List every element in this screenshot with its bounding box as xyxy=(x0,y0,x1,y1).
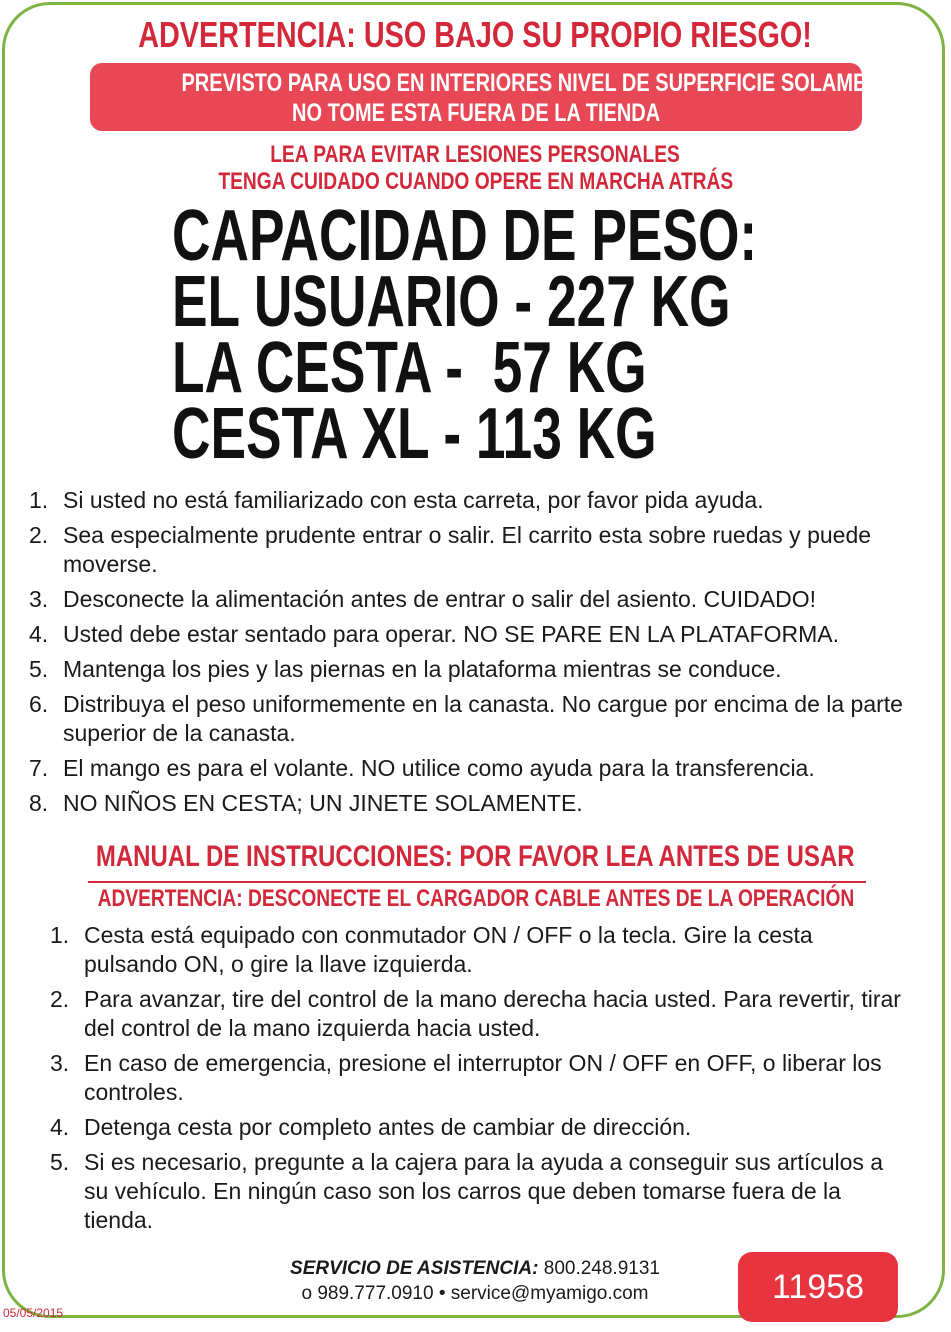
manual-subtitle: ADVERTENCIA: DESCONECTE EL CARGADOR CABLE ANTES DE LA OPERACIÓN xyxy=(97,885,854,912)
list-item-number: 3. xyxy=(29,586,49,612)
capacity-xl-basket: CESTA XL - 113 KG xyxy=(172,394,657,474)
list-item xyxy=(29,521,933,579)
list-item-text: Cesta está equipado con conmutador ON / OFF o la tecla. Gire la cesta pulsando ON, o gire la llave izquierda. xyxy=(84,922,813,977)
weight-capacity xyxy=(172,196,951,474)
list-item-text: Usted debe estar sentado para operar. NO SE PARE EN LA PLATAFORMA. xyxy=(63,621,839,647)
service-email: service@myamigo.com xyxy=(450,1283,649,1304)
list-item xyxy=(50,1049,904,1107)
list-item xyxy=(50,921,904,979)
list-item-number: 1. xyxy=(50,922,70,948)
list-item-number: 4. xyxy=(29,621,49,647)
list-item-text: Sea especialmente prudente entrar o salir. El carrito esta sobre ruedas y puede moverse. xyxy=(63,522,872,577)
list-item xyxy=(29,620,933,649)
list-item-number: 2. xyxy=(50,986,70,1012)
list-item-text: Distribuya el peso uniformemente en la canasta. No cargue por encima de la parte superior de la canasta. xyxy=(63,691,903,746)
safety-rules-list xyxy=(29,486,933,824)
banner-line-2: NO TOME ESTA FUERA DE LA TIENDA xyxy=(291,99,661,127)
list-item-text: Si es necesario, pregunte a la cajera para la ayuda a conseguir sus artículos a su vehículo. En ningún caso son los carros que deben tomarse fuera de la tienda. xyxy=(84,1149,884,1233)
indoor-use-banner xyxy=(90,63,914,131)
list-item-text: El mango es para el volante. NO utilice como ayuda para la transferencia. xyxy=(63,755,815,781)
list-item-text: Mantenga los pies y las piernas en la plataforma mientras se conduce. xyxy=(63,656,782,682)
list-item xyxy=(50,985,904,1043)
service-phone-2: o 989.777.0910 xyxy=(301,1283,434,1304)
list-item-number: 5. xyxy=(50,1149,70,1175)
list-item-number: 6. xyxy=(29,691,49,717)
separator-bullet: • xyxy=(438,1283,446,1304)
list-item-number: 7. xyxy=(29,755,49,781)
list-item-number: 4. xyxy=(50,1114,70,1140)
list-item xyxy=(29,486,933,515)
list-item-number: 3. xyxy=(50,1050,70,1076)
top-warning: ADVERTENCIA: USO BAJO SU PROPIO RIESGO! xyxy=(138,14,813,55)
instructions-list xyxy=(50,921,904,1241)
reverse-warning: TENGA CUIDADO CUANDO OPERE EN MARCHA ATRÁS xyxy=(218,168,733,195)
list-item xyxy=(29,655,933,684)
service-contact xyxy=(255,1256,695,1306)
list-item xyxy=(29,789,933,818)
list-item-text: Para avanzar, tire del control de la mano derecha hacia usted. Para revertir, tirar del control de la mano izquierda hacia usted. xyxy=(84,986,901,1041)
service-label: SERVICIO DE ASISTENCIA: xyxy=(290,1258,539,1279)
list-item-text: Si usted no está familiarizado con esta carreta, por favor pida ayuda. xyxy=(63,487,764,513)
list-item-text: NO NIÑOS EN CESTA; UN JINETE SOLAMENTE. xyxy=(63,790,583,816)
banner-line-1: PREVISTO PARA USO EN INTERIORES NIVEL DE SUPERFICIE SOLAMENTE! xyxy=(181,69,914,97)
part-number-badge: 11958 xyxy=(738,1252,898,1322)
list-item-number: 8. xyxy=(29,790,49,816)
list-item xyxy=(29,754,933,783)
capacity-title: CAPACIDAD DE PESO: xyxy=(172,196,758,276)
list-item-number: 1. xyxy=(29,487,49,513)
list-item-text: En caso de emergencia, presione el interruptor ON / OFF en OFF, o liberar los controles. xyxy=(84,1050,882,1105)
list-item-number: 5. xyxy=(29,656,49,682)
capacity-basket: LA CESTA - 57 KG xyxy=(172,328,647,408)
list-item-number: 2. xyxy=(29,522,49,548)
list-item xyxy=(50,1148,904,1235)
list-item xyxy=(29,585,933,614)
print-date: 05/05/2015 xyxy=(3,1306,64,1320)
list-item-text: Desconecte la alimentación antes de entrar o salir del asiento. CUIDADO! xyxy=(63,586,816,612)
capacity-user: EL USUARIO - 227 KG xyxy=(172,262,731,342)
divider xyxy=(88,881,866,883)
list-item xyxy=(29,690,933,748)
service-phone-1: 800.248.9131 xyxy=(543,1258,660,1279)
injury-warning: LEA PARA EVITAR LESIONES PERSONALES xyxy=(270,141,681,168)
list-item xyxy=(50,1113,904,1142)
list-item-text: Detenga cesta por completo antes de cambiar de dirección. xyxy=(84,1114,692,1140)
manual-title: MANUAL DE INSTRUCCIONES: POR FAVOR LEA ANTES DE USAR xyxy=(96,840,855,873)
